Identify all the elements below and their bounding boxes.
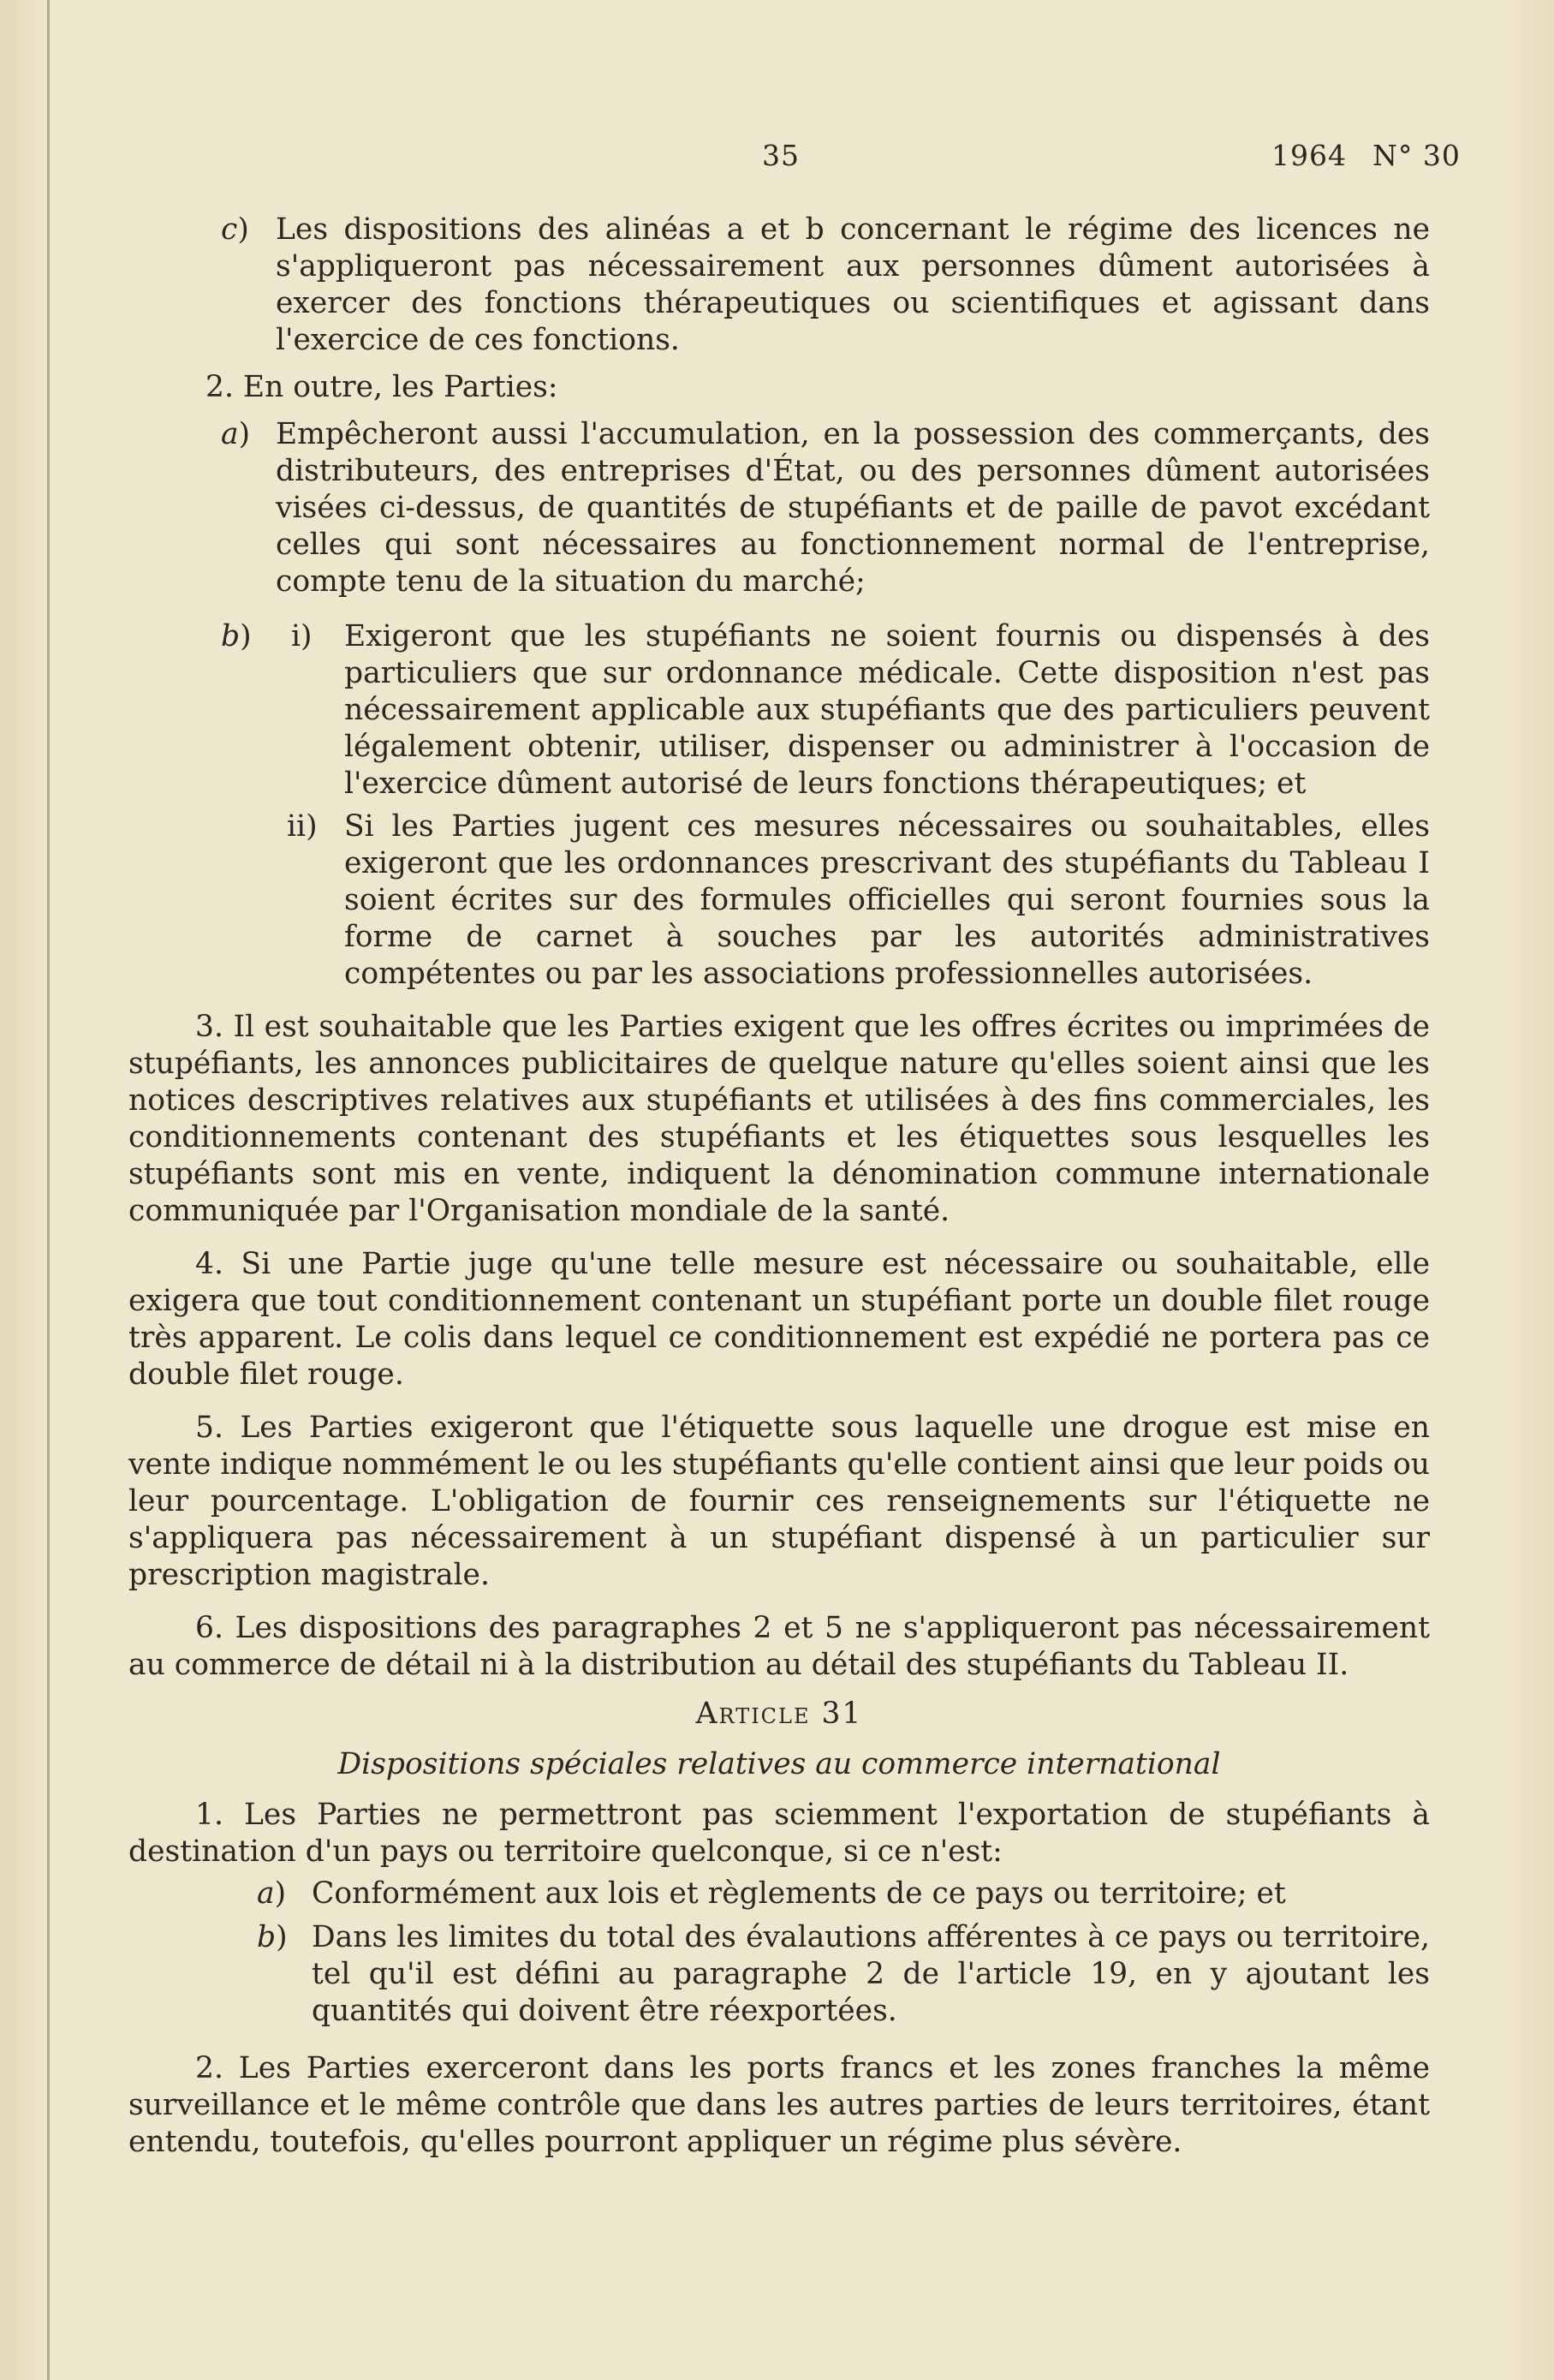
paragraph-1c bbox=[128, 212, 1430, 359]
page-binding-edge bbox=[47, 0, 50, 2380]
paragraph-5: 5. Les Parties exigeront que l'étiquette sous laquelle une drogue est mise en vente indique nommément le ou les stupéfiants qu'elle contient ainsi que leur poids ou leur pourcentage. L'obligation de fournir ces renseignements sur l'étiquette ne s'appliquera pas nécessairement à un stupéfiant dispensé à un particulier sur prescription magistrale. bbox=[128, 1411, 1430, 1592]
paragraph-2a bbox=[128, 416, 1430, 600]
paragraph-4: 4. Si une Partie juge qu'une telle mesure est nécessaire ou souhaitable, elle exigera que tout conditionnement contenant un stupéfiant porte un double filet rouge très apparent. Le colis dans lequel ce conditionnement est expédié ne portera pas ce double filet rouge. bbox=[128, 1247, 1430, 1392]
article-paragraph-1: 1. Les Parties ne permettront pas sciemment l'exportation de stupéfiants à destination d'un pays ou territoire quelconque, si ce n'est: bbox=[128, 1798, 1430, 1869]
paragraph-2b-ii-text: Si les Parties jugent ces mesures nécessaires ou souhaitables, elles exigeront que les ordonnances prescrivant des stupéfiants du Tableau I soient écrites sur des formules officielles qui seront fournies sous la forme de carnet à souches par les autorités administratives compétentes ou par les associations professionnelles autorisées. bbox=[344, 809, 1430, 991]
article-paragraph-1b-text: Dans les limites du total des évalautions afférentes à ce pays ou territoire, tel qu'il est défini au paragraphe 2 de l'article 19, en y ajoutant les quantités qui doivent être réexportées. bbox=[312, 1920, 1430, 2028]
label-a: a) bbox=[221, 417, 251, 451]
article-paragraph-1a bbox=[128, 1876, 1430, 1912]
article-paragraph-1a-text: Conformément aux lois et règlements de ce pays ou territoire; et bbox=[312, 1876, 1286, 1911]
paragraph-6: 6. Les dispositions des paragraphes 2 et 5 ne s'appliqueront pas nécessairement au commerce de détail ni à la distribution au détail des stupéfiants du Tableau II. bbox=[128, 1611, 1430, 1682]
page-number: 35 bbox=[762, 139, 800, 172]
label-ii: ii) bbox=[287, 809, 318, 844]
article-paragraph-2: 2. Les Parties exerceront dans les ports francs et les zones franches la même surveillance et le même contrôle que dans les autres parties de leurs territoires, étant entendu, toutefois, qu'elles pourront appliquer un régime plus sévère. bbox=[128, 2051, 1430, 2159]
issue-year: 1964 bbox=[1271, 139, 1347, 172]
paragraph-2b-i-text: Exigeront que les stupéfiants ne soient fournis ou dispensés à des particuliers que sur ordonnance médicale. Cette disposition n'est pas nécessairement applicable aux stupéfiants que des particuliers peuvent légalement obtenir, utiliser, dispenser ou administrer à l'occasion de l'exercice dûment autorisé de leurs fonctions thérapeutiques; et bbox=[344, 619, 1430, 801]
paragraph-2-intro: 2. En outre, les Parties: bbox=[205, 370, 558, 404]
label-i: i) bbox=[291, 619, 313, 653]
label-a: a) bbox=[257, 1876, 287, 1911]
article-paragraph-1b bbox=[128, 1919, 1430, 2030]
article-heading: Article 31 bbox=[695, 1697, 863, 1731]
paragraph-2b-i bbox=[128, 618, 1430, 802]
article-subtitle: Dispositions spéciales relatives au commerce international bbox=[337, 1747, 1221, 1781]
paragraph-3: 3. Il est souhaitable que les Parties exigent que les offres écrites ou imprimées de stupéfiants, les annonces publicitaires de quelque nature qu'elles soient ainsi que les notices descriptives relatives aux stupéfiants et utilisées à des fins commerciales, les conditionnements contenant des stupéfiants et les étiquettes sous lesquelles les stupéfiants sont mis en vente, indiquent la dénomination commune internationale communiquée par l'Organisation mondiale de la santé. bbox=[128, 1010, 1430, 1228]
page-header bbox=[0, 139, 1554, 176]
label-b: b) bbox=[257, 1920, 288, 1954]
paragraph-2b-ii bbox=[128, 808, 1430, 993]
label-b: b) bbox=[221, 619, 252, 653]
paragraph-1c-text: Les dispositions des alinéas a et b concernant le régime des licences ne s'appliqueront pas nécessairement aux personnes dûment autorisées à exercer des fonctions thérapeutiques ou scientifiques et agissant dans l'exercice de ces fonctions. bbox=[276, 212, 1430, 357]
issue-reference bbox=[1271, 139, 1461, 172]
paragraph-2a-text: Empêcheront aussi l'accumulation, en la possession des commerçants, des distributeurs, des entreprises d'État, ou des personnes dûment autorisées visées ci-dessus, de quantités de stupéfiants et de paille de pavot excédant celles qui sont nécessaires au fonctionnement normal de l'entreprise, compte tenu de la situation du marché; bbox=[276, 417, 1430, 599]
body-text bbox=[128, 212, 1430, 2161]
label-c: c) bbox=[221, 212, 249, 247]
issue-number: N° 30 bbox=[1372, 139, 1461, 172]
